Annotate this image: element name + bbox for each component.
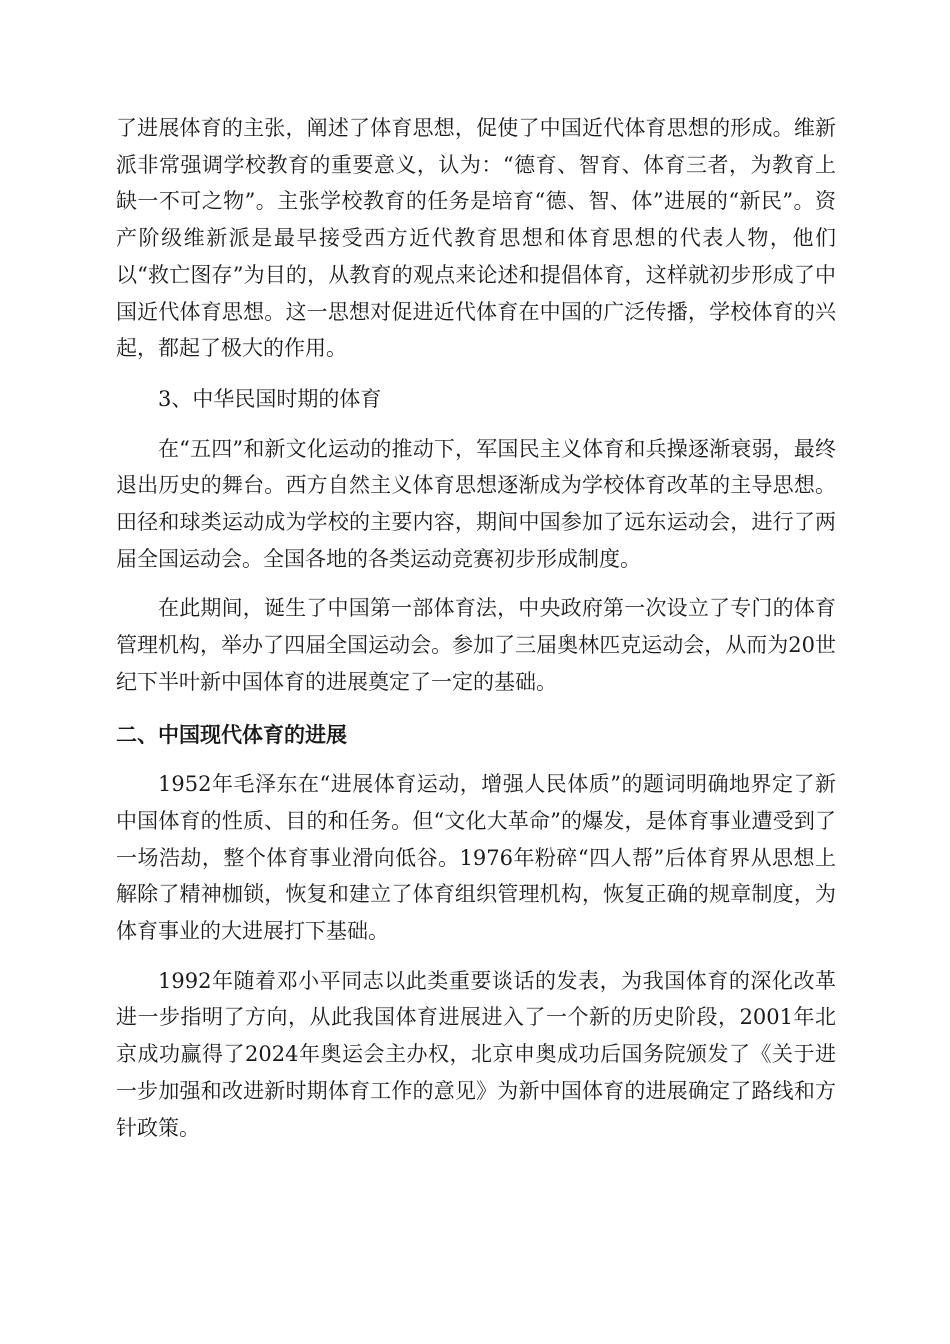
paragraph-may-fourth: 在“五四”和新文化运动的推动下，军国民主义体育和兵操逐渐衰弱，最终退出历史的舞台。西方自然主义体育思想逐渐成为学校体育改革的主导思想。田径和球类运动成为学校的主要内容，期间中国参加了远东运动会，进行了两届全国运动会。全国各地的各类运动竞赛初步形成制度。 <box>116 436 836 571</box>
paragraph-sports-law: 在此期间，诞生了中国第一部体育法，中央政府第一次设立了专门的体育管理机构，举办了四届全国运动会。参加了三届奥林匹克运动会，从而为20世纪下半叶新中国体育的进展奠定了一定的基础。 <box>116 596 836 694</box>
document-body <box>116 110 836 1146</box>
paragraph-reform-thought: 了进展体育的主张，阐述了体育思想，促使了中国近代体育思想的形成。维新派非常强调学校教育的重要意义，认为：“德育、智育、体育三者，为教育上缺一不可之物”。主张学校教育的任务是培育“德、智、体”进展的“新民”。资产阶级维新派是最早接受西方近代教育思想和体育思想的代表人物，他们以“救亡图存”为目的，从教育的观点来论述和提倡体育，这样就初步形成了中国近代体育思想。这一思想对促进近代体育在中国的广泛传播，学校体育的兴起，都起了极大的作用。 <box>116 116 836 361</box>
section-heading-republic-era: 3、中华民国时期的体育 <box>158 386 382 411</box>
section-heading-modern-sports: 二、中国现代体育的进展 <box>116 722 347 747</box>
paragraph-1992-reform: 1992年随着邓小平同志以此类重要谈话的发表，为我国体育的深化改革进一步指明了方向，从此我国体育进展进入了一个新的历史阶段，2001年北京成功赢得了2024年奥运会主办权，北京申奥成功后国务院颁发了《关于进一步加强和改进新时期体育工作的意见》为新中国体育的进展确定了路线和方针政策。 <box>116 968 836 1140</box>
paragraph-1952-mao: 1952年毛泽东在“进展体育运动，增强人民体质”的题词明确地界定了新中国体育的性质、目的和任务。但“文化大革命”的爆发，是体育事业遭受到了一场浩劫，整个体育事业滑向低谷。1976年粉碎“四人帮”后体育界从思想上解除了精神枷锁，恢复和建立了体育组织管理机构，恢复正确的规章制度，为体育事业的大进展打下基础。 <box>116 772 836 944</box>
